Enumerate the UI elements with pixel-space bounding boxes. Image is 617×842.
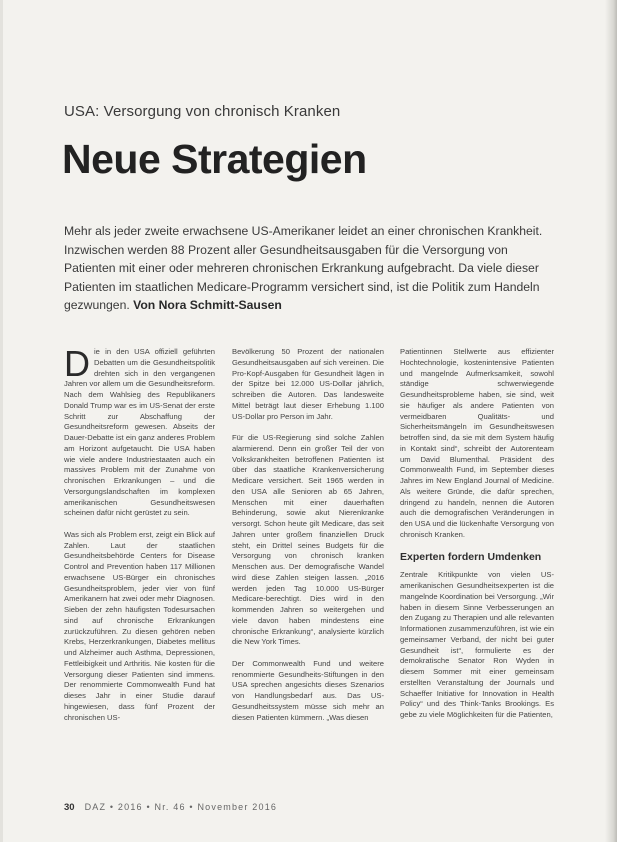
page-edge-left [0,0,3,842]
paragraph: Patientinnen Stellwerte aus effizienter Hochtechnologie, kostenintensive Patienten und mangelnde Aufmerksamkeit, sowohl ständige schwerwiegende Gesundheitsprobleme haben, sie sind, weit sie häufiger als andere Patienten von vermeidbaren Qualitäts- und Sicherheitsmängeln im Gesundheitswesen betroffen sind, da sie mit dem System häufig in Kontakt sind“, schreibt der Autorenteam um David Blumenthal. Präsident des Commonwealth Fund, im September dieses Jahres im New England Journal of Medicine. Als weitere Gründe, die dafür sprechen, dringend zu handeln, nennen die Autoren auch die demografischen Veränderungen in den USA und die lückenhafte Versorgung von chronisch Kranken. [400,347,554,539]
drop-cap: D [64,343,90,384]
intro-text: Mehr als jeder zweite erwachsene US-Amerikaner leidet an einer chronischen Krankheit. Inzwischen werden 88 Prozent aller Gesundheitsausgaben für die Versorgung von Patienten mit einer oder mehreren chronischen Erkrankung aufgebracht. Da viele dieser Patienten im staatlichen Medicare-Programm versichert sind, ist die Politik zum Handeln gezwungen. [64,224,543,313]
text-column-3 [400,347,554,732]
author-byline: Von Nora Schmitt-Sausen [133,298,282,313]
paragraph: Zentrale Kritikpunkte von vielen US-amerikanischen Gesundheitsexperten ist die mangelnde Koordination bei Versorgung. „Wir haben in diesem Sinne Verbesserungen an den Zugang zu Therapien und alle relevanten Informationen zusammenzuführen, ist wie ein gemeinsamer Verband, der nicht bei guter Gesundheit ist“, formulierte es der demokratische Senator Ron Wyden in diesem Sommer mit einer gemeinsam erstellten Veranstaltung der Journals und Schaeffer Initiative for Innovation in Health Policy“ und des Think-Tanks Brookings. Es gebe zu viele Möglichkeiten für die Patienten, [400,570,554,719]
paragraph-text: ie in den USA offiziell geführten Debatten um die Gesundheitspolitik drehten sich in den vergangenen Jahren vor allem um die Gesundheitsreform. Nach dem Wahlsieg des Republikaners Donald Trump war es im US-Senat der erste Schritt zur Abschaffung der Gesundheitsreform gewesen. Abseits der Dauer-Debatte ist ein ganz anderes Problem am Horizont aufgetaucht. Die USA haben wie viele andere Industriestaaten auch ein massives Problem mit der Zunahme von chronischen Erkrankungen – und die Versorgungslandschaften im komplexen amerikanischen Gesundheitswesen scheinen dafür nicht gerüstet zu sein. [64,347,215,518]
section-subhead: Experten fordern Umdenken [400,551,542,564]
page-edge-right [605,0,617,842]
page-footer [64,802,277,813]
paragraph: Für die US-Regierung sind solche Zahlen alarmierend. Denn ein großer Teil der von Volkskrankheiten betroffenen Patienten ist über das staatliche Krankenversicherung Medicare versichert. Seit 1965 werden in den USA alle Senioren ab 65 Jahren, Menschen mit einer dauerhaften Behinderung, sowie akut Nierenkranke versorgt. Schon heute gilt Medicare, das seit Jahren unter großem finanziellen Druck steht, ein Drittel seines Budgets für die Versorgung von chronisch kranken Menschen aus. Der demografische Wandel wird diese Zahlen steigen lassen. „2016 werden jeden Tag 10.000 US-Bürger Medicare-berechtigt. Dies wird in den kommenden Jahren so weitergehen und viele davon haben mindestens eine chronische Erkrankung“, analysierte kürzlich die New York Times. [232,433,384,647]
paragraph [64,343,215,519]
page-number: 30 [64,802,75,813]
paragraph: Der Commonwealth Fund und weitere renommierte Gesundheits-Stiftungen in den USA sprechen angesichts dieses Szenarios von Handlungsbedarf aus. Das US-Gesundheitssystem müsse sich mehr an diesen Patienten kümmern. „Was diesen [232,658,384,722]
article-kicker: USA: Versorgung von chronisch Kranken [64,103,341,120]
text-column-2 [232,347,384,734]
paragraph: Was sich als Problem erst, zeigt ein Blick auf Zahlen. Laut der staatlichen Gesundheitsbehörde Centers for Disease Control and Prevention haben 117 Millionen erwachsene US-Bürger ein chronisches Gesundheitsproblem, jeder vier von fünf Amerikanern hat zwei oder mehr Diagnosen. Sieben der zehn häufigsten Todesursachen sind auf chronische Erkrankungen zurückzuführen. Zu diesen gehören neben Krebs, Herzerkrankungen, Diabetes mellitus und Alzheimer auch Asthma, Depressionen, Fettleibigkeit und Arthritis. Nie kosten für die Versorgung dieser Patienten sind immens. Der renommierte Commonwealth Fund hat dieses Jahr in einer Studie darauf hingewiesen, dass fünf Prozent der chronischen US- [64,529,215,722]
text-column-1 [64,343,215,734]
magazine-info: DAZ • 2016 • Nr. 46 • November 2016 [84,802,278,812]
article-headline: Neue Strategien [62,136,367,182]
article-intro [64,222,554,315]
paragraph: Bevölkerung 50 Prozent der nationalen Gesundheitsausgaben auf sich vereinen. Die Pro-Kopf-Ausgaben für Gesundheit lägen in der Spitze bei 12.000 US-Dollar jährlich, schreiben die Autoren. Das landesweite Mittel beträgt laut dieser Erhebung 1.100 US-Dollar pro Person im Jahr. [232,347,384,421]
